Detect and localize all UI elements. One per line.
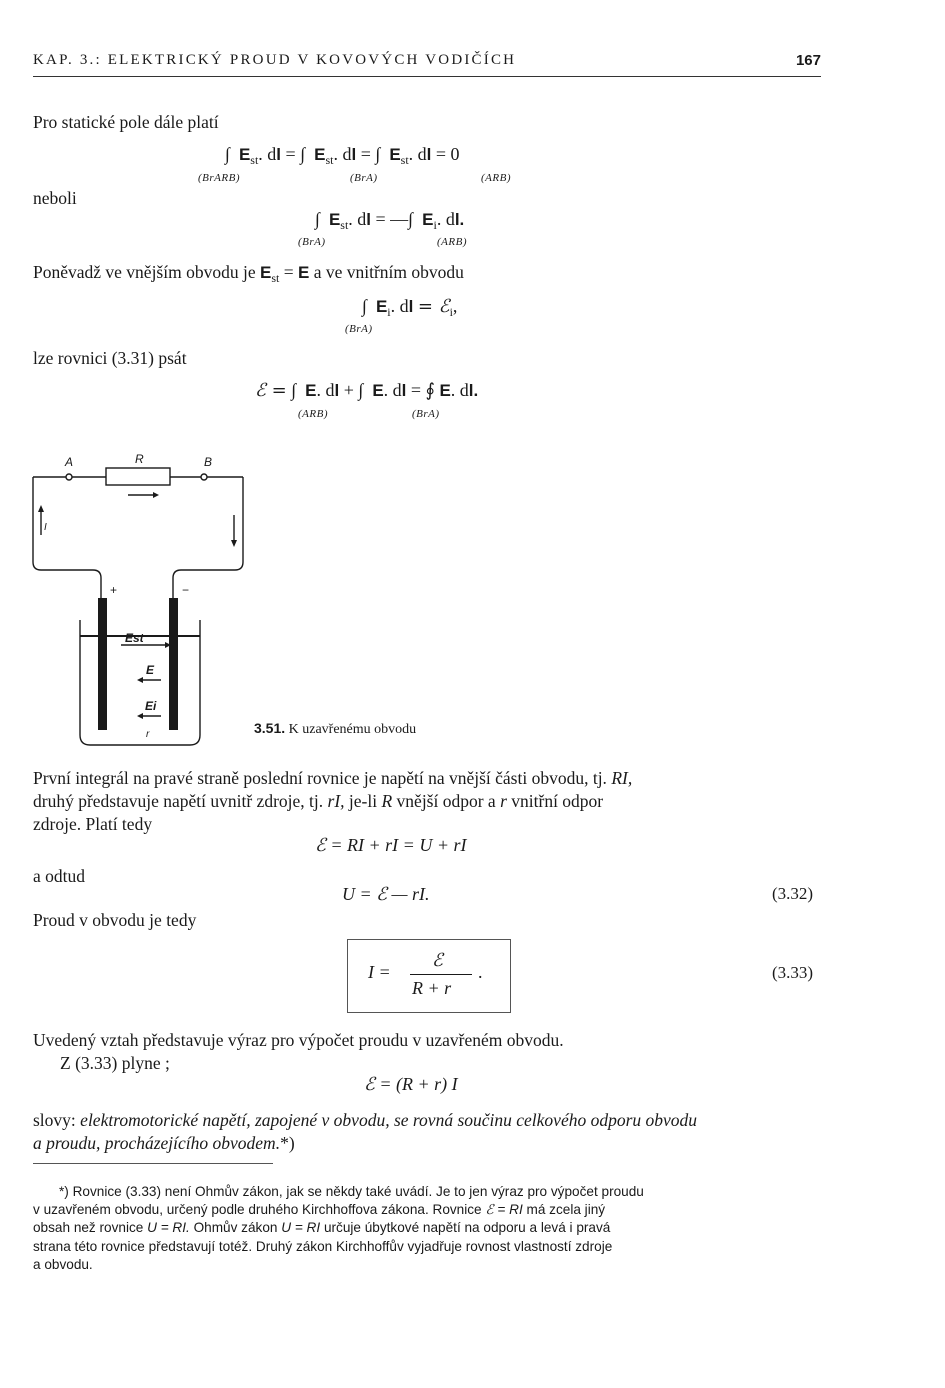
circuit-figure (28, 450, 253, 750)
label-B: B (204, 455, 213, 469)
electrode-negative (169, 598, 178, 730)
label-ei: Ei (145, 699, 157, 713)
current-I-arrow-head-right (231, 540, 237, 547)
equation-number-333: (3.33) (772, 963, 814, 982)
para1-line2: druhý představuje napětí uvnitř zdroje, tj. rI, je-li R vnější odpor a r vnitřní odpor (33, 791, 604, 811)
odtud-text: a odtud (33, 866, 86, 886)
equation-7-denominator: R + r (412, 978, 452, 998)
limit-bra-4: (BrA) (412, 408, 440, 420)
header-rule (33, 76, 821, 77)
e-arrow-head (137, 677, 143, 683)
label-I: I (44, 522, 47, 533)
equation-4: ℰ = ∫ E. dl + ∫ E. dl = ∮ E. dl. (255, 380, 479, 401)
equation-1: ∫ $E_{st}$. dl = ∫ $E_{st}$. dl = ∫ $E_{st}$. dl = 0 (225, 144, 460, 167)
label-R: R (135, 452, 144, 466)
wire-left-to-anode (33, 562, 101, 598)
equation-6: U = ℰ — rI. (342, 884, 430, 904)
label-plus: + (110, 583, 118, 597)
fraction-bar (410, 974, 472, 975)
running-title: KAP. 3.: ELEKTRICKÝ PROUD V KOVOVÝCH VODIČÍCH (33, 52, 517, 68)
footnote (33, 1183, 823, 1274)
equation-5: ℰ = RI + rI = U + rI (315, 835, 467, 855)
equation-8: ℰ = (R + r) I (364, 1074, 458, 1094)
footnote-line1: *) Rovnice (3.33) není Ohmův zákon, jak se někdy také uvádí. Je to jen výraz pro výpočet proudu (59, 1184, 644, 1199)
limit-bra: (BrA) (350, 172, 378, 184)
limit-arb-4: (ARB) (298, 408, 328, 420)
equation-7-lhs: I = (368, 962, 391, 982)
label-minus: − (182, 583, 190, 597)
label-r: r (146, 729, 150, 740)
slovy-line1: slovy: elektromotorické napětí, zapojené v obvodu, se rovná součinu celkového odporu obvodu (33, 1110, 698, 1130)
page-number: 167 (795, 52, 821, 69)
current-arrow-head (153, 492, 159, 498)
para1-line3: zdroje. Platí tedy (33, 814, 153, 834)
footnote-line5: a obvodu. (33, 1256, 93, 1272)
plyne-text: Z (3.33) plyne ; (60, 1053, 170, 1073)
intro-text: Pro statické pole dále platí (33, 112, 219, 132)
equation-3: ∫ $E_i$. dl = ℰ$_i$, (362, 296, 458, 319)
limit-bra-2: (BrA) (298, 236, 326, 248)
lze-text: lze rovnici (3.31) psát (33, 348, 187, 368)
figure-caption: 3.51. K uzavřenému obvodu (254, 720, 417, 737)
label-e: E (146, 663, 155, 677)
proud-text: Proud v obvodu je tedy (33, 910, 197, 930)
running-header (33, 52, 821, 69)
equation-7-numerator: ℰ (432, 950, 443, 970)
current-I-arrow-head-left (38, 505, 44, 512)
footnote-line4: strana této rovnice představují totéž. Druhý zákon Kirchhoffův vyjadřuje rovnost vlastností zdroje (33, 1238, 613, 1254)
footnote-rule (33, 1163, 273, 1164)
label-A: A (65, 455, 74, 469)
limit-brarb: (BrARB) (198, 172, 240, 184)
para1-line1: První integrál na pravé straně poslední rovnice je napětí na vnější části obvodu, tj. RI, (33, 768, 633, 788)
terminal-A (66, 474, 72, 480)
neboli-text: neboli (33, 188, 77, 208)
limit-arb: (ARB) (481, 172, 511, 184)
equation-number-332: (3.32) (772, 884, 814, 903)
label-est: Est (125, 631, 144, 645)
slovy-line2: a proudu, procházejícího obvodem.*) (33, 1133, 295, 1153)
resistor-R (106, 468, 170, 485)
uvedeny-text: Uvedený vztah představuje výraz pro výpočet proudu v uzavřeném obvodu. (33, 1030, 564, 1050)
ponevadz-text: Poněvadž ve vnějším obvodu je $E_{st} = E$ a ve vnitřním obvodu (33, 262, 464, 285)
electrode-positive (98, 598, 107, 730)
footnote-line2: v uzavřeném obvodu, určený podle druhého Kirchhoffova zákona. Rovnice ℰ = RI má zcela jiný (33, 1202, 606, 1218)
equation-7-dot: . (478, 962, 483, 982)
limit-arb-2: (ARB) (437, 236, 467, 248)
ei-arrow-head (137, 713, 143, 719)
limit-bra-3: (BrA) (345, 323, 373, 335)
terminal-B (201, 474, 207, 480)
footnote-line3: obsah než rovnice U = RI. Ohmův zákon U = RI určuje úbytkové napětí na odporu a levá i pravá (33, 1220, 611, 1236)
equation-2: ∫ $E_{st}$. dl = —∫ $E_i$. dl. (315, 209, 465, 232)
